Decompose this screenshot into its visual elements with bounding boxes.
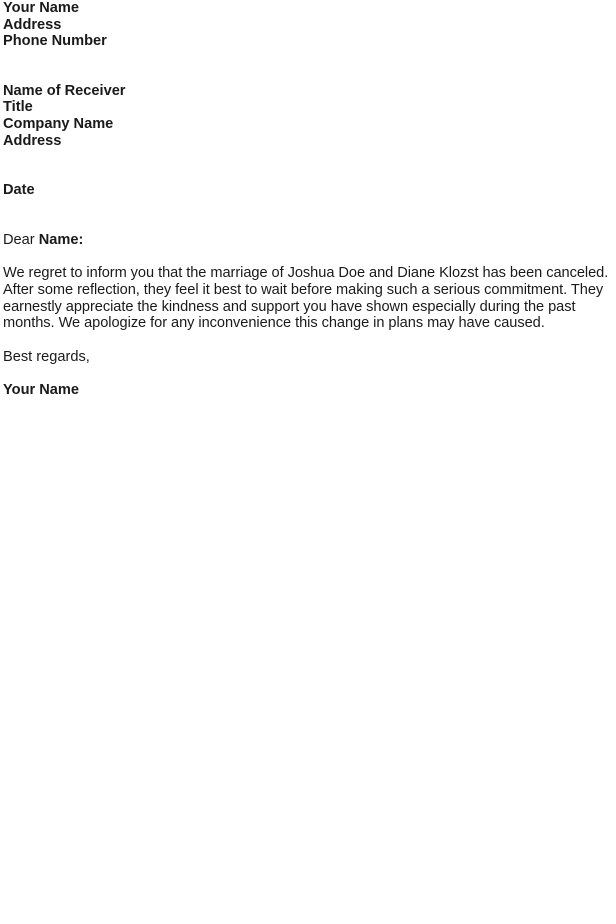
closing-text: Best regards, xyxy=(3,348,90,365)
signature-block xyxy=(3,382,613,399)
salutation-name: Name: xyxy=(38,231,84,248)
sender-phone: Phone Number xyxy=(3,33,107,50)
body-line: We regret to inform you that the marriage of Joshua Doe and Diane Klozst has been canceled. xyxy=(3,265,609,282)
sender-name: Your Name xyxy=(3,0,79,16)
sender-block xyxy=(3,0,613,50)
date-block xyxy=(3,182,613,199)
letter-page xyxy=(3,0,613,399)
letter-date: Date xyxy=(3,182,35,199)
body-line: months. We apologize for any inconvenience this change in plans may have caused. xyxy=(3,315,545,332)
receiver-name: Name of Receiver xyxy=(3,82,126,99)
body-line: After some reflection, they feel it best to wait before making such a serious commitment. They xyxy=(3,281,604,298)
receiver-title: Title xyxy=(3,99,33,116)
sender-address: Address xyxy=(3,16,62,33)
signature-name: Your Name xyxy=(3,382,79,399)
letter-body xyxy=(3,265,615,331)
closing-block xyxy=(3,349,613,366)
body-line: earnestly appreciate the kindness and support you have shown especially during the past xyxy=(3,298,576,315)
receiver-address: Address xyxy=(3,132,62,149)
receiver-company: Company Name xyxy=(3,115,114,132)
salutation xyxy=(3,232,613,249)
receiver-block xyxy=(3,83,613,149)
salutation-greeting: Dear xyxy=(3,231,35,248)
